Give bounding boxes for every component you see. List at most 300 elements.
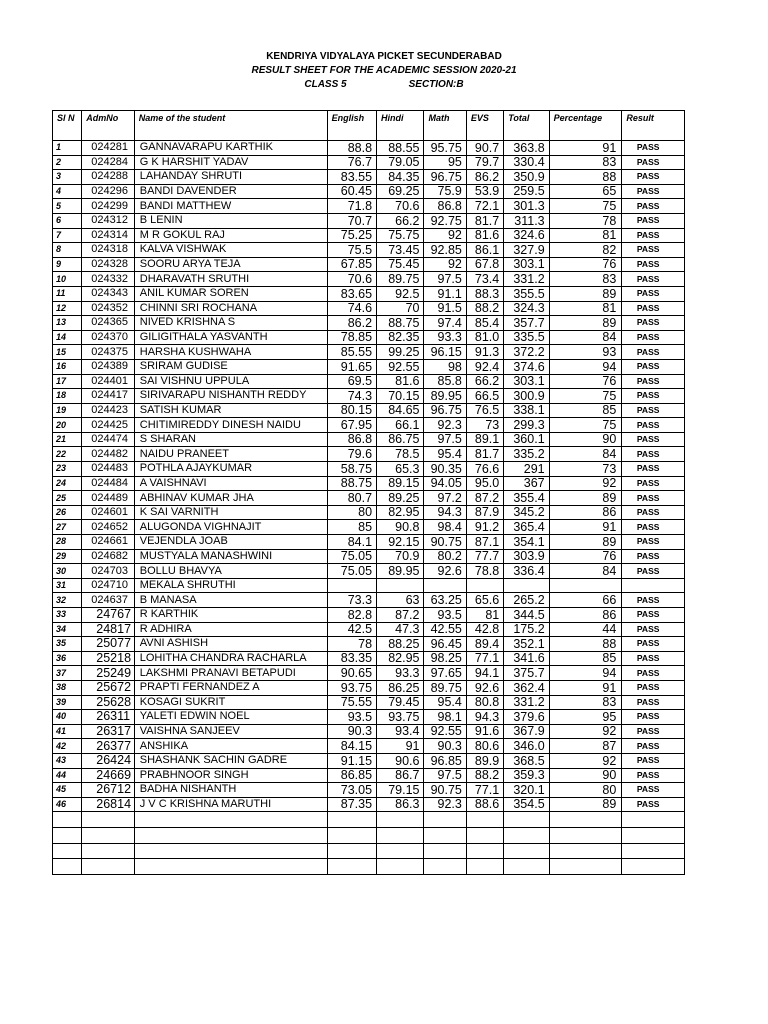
name-cell: LOHITHA CHANDRA RACHARLA [134,651,327,666]
total-cell: 303.1 [504,374,549,389]
empty-cell [377,812,424,828]
empty-row [53,843,685,859]
name-cell: ALUGONDA VIGHNAJIT [134,520,327,535]
empty-cell [53,812,82,828]
result-cell: PASS [622,141,685,156]
math-cell: 85.8 [424,374,466,389]
name-cell: SIRIVARAPU NISHANTH REDDY [134,389,327,404]
result-cell: PASS [622,257,685,272]
sl-cell: 34 [53,622,82,637]
hindi-cell: 86.7 [377,768,424,783]
admno-cell: 024703 [82,564,134,579]
admno-cell: 024637 [82,593,134,608]
percentage-cell [549,578,622,593]
table-row [53,666,685,681]
hindi-cell: 93.4 [377,724,424,739]
admno-cell: 024284 [82,155,134,170]
math-cell: 86.8 [424,199,466,214]
result-cell: PASS [622,724,685,739]
admno-cell: 024489 [82,491,134,506]
hindi-cell: 70.9 [377,549,424,564]
col-header-total: Total [504,111,549,141]
admno-cell: 024343 [82,286,134,301]
sl-cell: 25 [53,491,82,506]
evs-cell: 81.7 [466,213,503,228]
empty-cell [377,859,424,875]
empty-cell [549,827,622,843]
percentage-cell: 75 [549,199,622,214]
evs-cell: 66.5 [466,389,503,404]
english-cell: 70.6 [327,272,376,287]
hindi-cell: 92.15 [377,535,424,550]
name-cell: M R GOKUL RAJ [134,228,327,243]
english-cell: 67.85 [327,257,376,272]
table-row [53,797,685,812]
evs-cell: 89.1 [466,432,503,447]
english-cell: 58.75 [327,462,376,477]
result-cell: PASS [622,739,685,754]
english-cell: 93.75 [327,680,376,695]
math-cell: 93.3 [424,330,466,345]
hindi-cell: 90.6 [377,753,424,768]
math-cell: 97.2 [424,491,466,506]
hindi-cell: 70.6 [377,199,424,214]
table-row [53,491,685,506]
math-cell: 96.45 [424,637,466,652]
name-cell: VAISHNA SANJEEV [134,724,327,739]
evs-cell: 91.3 [466,345,503,360]
empty-cell [82,827,134,843]
admno-cell: 024474 [82,432,134,447]
name-cell: SRIRAM GUDISE [134,359,327,374]
english-cell: 93.5 [327,710,376,725]
empty-cell [466,827,503,843]
percentage-cell: 84 [549,447,622,462]
table-row [53,535,685,550]
result-cell: PASS [622,549,685,564]
table-row [53,243,685,258]
sl-cell: 38 [53,680,82,695]
result-cell: PASS [622,783,685,798]
total-cell: 175.2 [504,622,549,637]
empty-cell [424,859,466,875]
empty-cell [424,812,466,828]
result-cell: PASS [622,286,685,301]
name-cell: B LENIN [134,213,327,228]
result-cell: PASS [622,768,685,783]
math-cell: 96.15 [424,345,466,360]
sl-cell: 10 [53,272,82,287]
total-cell: 367.9 [504,724,549,739]
english-cell: 80.15 [327,403,376,418]
math-cell: 97.5 [424,432,466,447]
name-cell: SHASHANK SACHIN GADRE [134,753,327,768]
evs-cell: 91.2 [466,520,503,535]
admno-cell: 024652 [82,520,134,535]
hindi-cell: 99.25 [377,345,424,360]
evs-cell: 79.7 [466,155,503,170]
total-cell: 311.3 [504,213,549,228]
sl-cell: 27 [53,520,82,535]
col-header-english: English [327,111,376,141]
hindi-cell: 75.75 [377,228,424,243]
total-cell: 324.3 [504,301,549,316]
admno-cell: 024365 [82,316,134,331]
name-cell: NAIDU PRANEET [134,447,327,462]
percentage-cell: 95 [549,710,622,725]
empty-cell [622,859,685,875]
math-cell: 92.75 [424,213,466,228]
col-header-result: Result [622,111,685,141]
result-cell: PASS [622,680,685,695]
admno-cell: 26424 [82,753,134,768]
table-row [53,228,685,243]
result-cell: PASS [622,505,685,520]
english-cell: 83.65 [327,286,376,301]
hindi-cell: 79.05 [377,155,424,170]
math-cell: 92.3 [424,418,466,433]
english-cell: 91.15 [327,753,376,768]
table-row [53,389,685,404]
table-header-row [53,111,685,141]
table-row [53,753,685,768]
evs-cell: 81 [466,608,503,623]
admno-cell: 26712 [82,783,134,798]
total-cell: 335.2 [504,447,549,462]
hindi-cell: 89.15 [377,476,424,491]
math-cell [424,578,466,593]
total-cell: 357.7 [504,316,549,331]
evs-cell: 86.2 [466,170,503,185]
empty-cell [134,827,327,843]
percentage-cell: 91 [549,141,622,156]
hindi-cell: 84.65 [377,403,424,418]
sl-cell: 7 [53,228,82,243]
col-header-name: Name of the student [134,111,327,141]
table-row [53,651,685,666]
name-cell: KOSAGI SUKRIT [134,695,327,710]
total-cell: 354.1 [504,535,549,550]
english-cell: 86.2 [327,316,376,331]
name-cell: PRAPTI FERNANDEZ A [134,680,327,695]
sl-cell: 11 [53,286,82,301]
col-header-math: Math [424,111,466,141]
table-row [53,520,685,535]
table-row [53,345,685,360]
percentage-cell: 82 [549,243,622,258]
empty-cell [622,827,685,843]
english-cell: 73.3 [327,593,376,608]
result-cell: PASS [622,622,685,637]
table-row [53,564,685,579]
total-cell: 355.4 [504,491,549,506]
english-cell: 79.6 [327,447,376,462]
empty-cell [377,843,424,859]
total-cell: 365.4 [504,520,549,535]
math-cell: 96.75 [424,403,466,418]
name-cell: R KARTHIK [134,608,327,623]
result-cell: PASS [622,199,685,214]
result-cell: PASS [622,695,685,710]
section-label: SECTION:B [408,79,464,90]
english-cell: 75.25 [327,228,376,243]
percentage-cell: 89 [549,535,622,550]
percentage-cell: 81 [549,228,622,243]
sl-cell: 4 [53,184,82,199]
hindi-cell: 84.35 [377,170,424,185]
sl-cell: 39 [53,695,82,710]
total-cell: 367 [504,476,549,491]
empty-cell [82,843,134,859]
total-cell: 299.3 [504,418,549,433]
admno-cell: 024328 [82,257,134,272]
result-cell: PASS [622,797,685,812]
english-cell: 75.05 [327,564,376,579]
math-cell: 95.4 [424,447,466,462]
percentage-cell: 85 [549,651,622,666]
math-cell: 91.5 [424,301,466,316]
percentage-cell: 83 [549,695,622,710]
class-label: CLASS 5 [304,79,347,90]
math-cell: 92 [424,228,466,243]
sl-cell: 2 [53,155,82,170]
percentage-cell: 92 [549,753,622,768]
result-cell: PASS [622,170,685,185]
total-cell: 344.5 [504,608,549,623]
math-cell: 91.1 [424,286,466,301]
total-cell: 350.9 [504,170,549,185]
evs-cell: 86.1 [466,243,503,258]
name-cell: MUSTYALA MANASHWINI [134,549,327,564]
empty-cell [327,843,376,859]
table-row [53,710,685,725]
name-cell: BANDI MATTHEW [134,199,327,214]
admno-cell: 024682 [82,549,134,564]
evs-cell: 77.1 [466,651,503,666]
english-cell: 42.5 [327,622,376,637]
hindi-cell: 73.45 [377,243,424,258]
admno-cell: 26317 [82,724,134,739]
table-row [53,768,685,783]
percentage-cell: 66 [549,593,622,608]
admno-cell: 024389 [82,359,134,374]
english-cell: 83.35 [327,651,376,666]
admno-cell: 25249 [82,666,134,681]
total-cell [504,578,549,593]
math-cell: 97.5 [424,768,466,783]
math-cell: 63.25 [424,593,466,608]
result-cell: PASS [622,520,685,535]
evs-cell: 89.4 [466,637,503,652]
math-cell: 97.4 [424,316,466,331]
sl-cell: 8 [53,243,82,258]
empty-cell [466,859,503,875]
empty-cell [504,812,549,828]
table-row [53,301,685,316]
math-cell: 90.35 [424,462,466,477]
total-cell: 265.2 [504,593,549,608]
math-cell: 92.85 [424,243,466,258]
evs-cell: 65.6 [466,593,503,608]
hindi-cell: 63 [377,593,424,608]
math-cell: 98 [424,359,466,374]
sl-cell: 28 [53,535,82,550]
name-cell: CHINNI SRI ROCHANA [134,301,327,316]
admno-cell: 024425 [82,418,134,433]
name-cell: BANDI DAVENDER [134,184,327,199]
total-cell: 303.9 [504,549,549,564]
sl-cell: 45 [53,783,82,798]
admno-cell: 024401 [82,374,134,389]
english-cell: 84.15 [327,739,376,754]
result-cell: PASS [622,651,685,666]
total-cell: 352.1 [504,637,549,652]
total-cell: 324.6 [504,228,549,243]
english-cell: 78 [327,637,376,652]
total-cell: 362.4 [504,680,549,695]
percentage-cell: 75 [549,418,622,433]
empty-cell [134,843,327,859]
hindi-cell: 91 [377,739,424,754]
admno-cell: 024484 [82,476,134,491]
hindi-cell: 70.15 [377,389,424,404]
result-cell [622,578,685,593]
english-cell: 84.1 [327,535,376,550]
result-cell: PASS [622,753,685,768]
empty-cell [53,827,82,843]
name-cell: HARSHA KUSHWAHA [134,345,327,360]
sl-cell: 14 [53,330,82,345]
empty-cell [134,812,327,828]
result-cell: PASS [622,476,685,491]
col-header-percentage: Percentage [549,111,622,141]
name-cell: NIVED KRISHNA S [134,316,327,331]
evs-cell: 76.5 [466,403,503,418]
name-cell: DHARAVATH SRUTHI [134,272,327,287]
sl-cell: 6 [53,213,82,228]
admno-cell: 024352 [82,301,134,316]
sl-cell: 23 [53,462,82,477]
hindi-cell: 66.1 [377,418,424,433]
percentage-cell: 78 [549,213,622,228]
total-cell: 331.2 [504,272,549,287]
evs-cell: 94.1 [466,666,503,681]
table-row [53,316,685,331]
table-row [53,680,685,695]
admno-cell: 024288 [82,170,134,185]
table-row [53,359,685,374]
math-cell: 42.55 [424,622,466,637]
math-cell: 94.05 [424,476,466,491]
hindi-cell: 88.25 [377,637,424,652]
result-cell: PASS [622,447,685,462]
evs-cell: 77.7 [466,549,503,564]
admno-cell: 024332 [82,272,134,287]
sl-cell: 18 [53,389,82,404]
admno-cell: 24767 [82,608,134,623]
percentage-cell: 76 [549,257,622,272]
sl-cell: 37 [53,666,82,681]
sl-cell: 21 [53,432,82,447]
evs-cell: 80.8 [466,695,503,710]
hindi-cell: 78.5 [377,447,424,462]
total-cell: 341.6 [504,651,549,666]
result-cell: PASS [622,374,685,389]
hindi-cell: 79.45 [377,695,424,710]
name-cell: B MANASA [134,593,327,608]
table-row [53,155,685,170]
admno-cell: 024417 [82,389,134,404]
english-cell: 75.55 [327,695,376,710]
col-header-evs: EVS [466,111,503,141]
english-cell: 69.5 [327,374,376,389]
percentage-cell: 84 [549,564,622,579]
sl-cell: 13 [53,316,82,331]
math-cell: 75.9 [424,184,466,199]
table-row [53,184,685,199]
percentage-cell: 88 [549,170,622,185]
total-cell: 359.3 [504,768,549,783]
total-cell: 291 [504,462,549,477]
percentage-cell: 93 [549,345,622,360]
hindi-cell [377,578,424,593]
result-cell: PASS [622,637,685,652]
table-row [53,593,685,608]
name-cell: LAKSHMI PRANAVI BETAPUDI [134,666,327,681]
math-cell: 97.65 [424,666,466,681]
math-cell: 90.75 [424,535,466,550]
percentage-cell: 88 [549,637,622,652]
evs-cell: 72.1 [466,199,503,214]
empty-cell [466,812,503,828]
math-cell: 92.6 [424,564,466,579]
empty-cell [53,859,82,875]
name-cell: MEKALA SHRUTHI [134,578,327,593]
total-cell: 320.1 [504,783,549,798]
name-cell: ABHINAV KUMAR JHA [134,491,327,506]
hindi-cell: 79.15 [377,783,424,798]
sl-cell: 35 [53,637,82,652]
sl-cell: 30 [53,564,82,579]
percentage-cell: 92 [549,476,622,491]
table-row [53,608,685,623]
math-cell: 98.25 [424,651,466,666]
admno-cell: 024370 [82,330,134,345]
evs-cell: 77.1 [466,783,503,798]
result-cell: PASS [622,389,685,404]
percentage-cell: 94 [549,359,622,374]
admno-cell: 25077 [82,637,134,652]
empty-cell [549,859,622,875]
evs-cell: 88.2 [466,301,503,316]
total-cell: 327.9 [504,243,549,258]
result-cell: PASS [622,272,685,287]
col-header-hindi: Hindi [377,111,424,141]
sl-cell: 43 [53,753,82,768]
empty-cell [53,843,82,859]
table-row [53,403,685,418]
evs-cell: 87.9 [466,505,503,520]
table-row [53,141,685,156]
hindi-cell: 75.45 [377,257,424,272]
hindi-cell: 88.75 [377,316,424,331]
english-cell: 78.85 [327,330,376,345]
percentage-cell: 89 [549,797,622,812]
empty-cell [327,812,376,828]
english-cell: 82.8 [327,608,376,623]
hindi-cell: 82.95 [377,505,424,520]
evs-cell: 80.6 [466,739,503,754]
